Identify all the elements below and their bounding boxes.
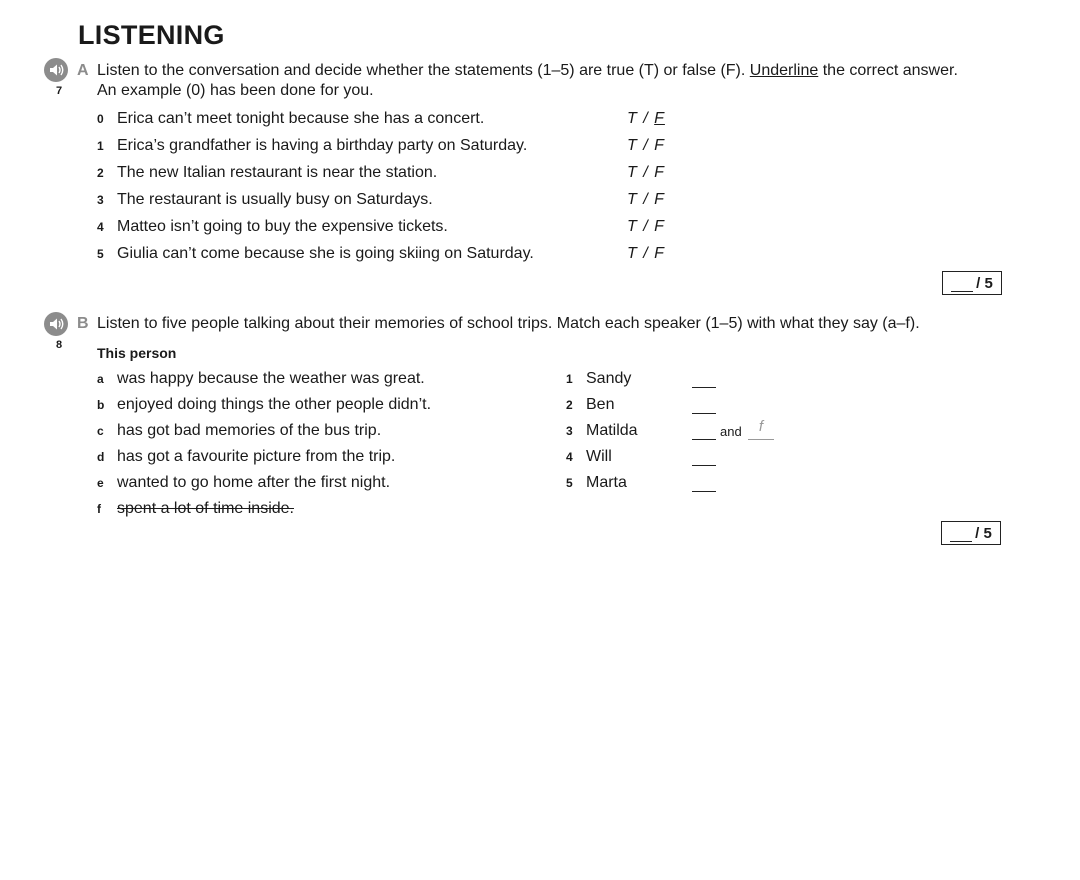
section-a-letter: A [77,62,89,79]
statement-text: The restaurant is usually busy on Saturdays. [117,191,433,208]
speaker-name: Ben [586,396,615,413]
separator: / [643,245,649,262]
speaker-icon[interactable] [44,312,68,336]
option-letter: f [97,502,101,516]
true-option[interactable]: T [627,164,638,181]
track-number-b: 8 [55,339,63,351]
speaker-name: Sandy [586,370,632,387]
section-a-instruction-line2: An example (0) has been done for you. [97,82,374,99]
track-number-a: 7 [55,85,63,97]
speaker-number: 3 [566,424,573,438]
statement-row [97,137,527,155]
instruction-text: Listen to the conversation and decide whether the statements (1–5) are true (T) or false (F). [97,62,746,79]
speaker-number: 2 [566,398,573,412]
separator: / [643,164,649,181]
section-a-score-box[interactable] [942,271,1002,295]
instruction-underline-word: Underline [749,62,819,79]
answer-blank[interactable] [692,386,716,388]
statement-row [97,110,484,128]
false-option[interactable]: F [654,218,665,235]
true-option[interactable]: T [627,218,638,235]
false-option[interactable]: F [654,245,665,262]
option-item-crossed-out [97,500,294,518]
option-text: wanted to go home after the first night. [117,474,391,491]
true-false-choice[interactable] [627,137,665,155]
answer-blank[interactable] [692,490,716,492]
speaker-number: 1 [566,372,573,386]
statement-number: 3 [97,193,104,207]
statement-row [97,191,433,209]
true-false-choice[interactable] [627,164,665,182]
example-answer-line [748,438,774,440]
option-text: was happy because the weather was great. [117,370,425,387]
statement-text: Erica’s grandfather is having a birthday party on Saturday. [117,137,528,154]
score-total: / 5 [975,525,992,542]
false-option[interactable]: F [654,110,665,127]
section-b-score-box[interactable] [941,521,1001,545]
answer-blank[interactable] [692,438,716,440]
speaker-item [566,370,631,388]
option-letter: d [97,450,105,464]
speaker-icon[interactable] [44,58,68,82]
instruction-text-end: the correct answer. [822,62,958,79]
section-b-letter: B [77,315,89,332]
true-option[interactable]: T [627,191,638,208]
score-blank[interactable] [951,277,973,292]
statement-number: 5 [97,247,104,261]
true-false-choice[interactable] [627,110,665,128]
answer-blank[interactable] [692,412,716,414]
true-false-choice[interactable] [627,245,665,263]
speaker-name: Will [586,448,612,465]
section-b-instruction: Listen to five people talking about their memories of school trips. Match each speaker (1–5) with what they say (a–f). [97,315,920,332]
speaker-item [566,396,614,414]
option-item [97,396,431,414]
example-answer: f [758,418,764,435]
option-letter: a [97,372,104,386]
true-option[interactable]: T [627,245,638,262]
option-item [97,370,425,388]
page-title: LISTENING [78,20,225,50]
statement-text: The new Italian restaurant is near the station. [117,164,438,181]
speaker-number: 5 [566,476,573,490]
statement-text: Erica can’t meet tonight because she has a concert. [117,110,485,127]
statement-row [97,164,437,182]
section-b-subheading: This person [97,345,177,361]
separator: / [643,191,649,208]
score-blank[interactable] [950,527,972,542]
true-option[interactable]: T [627,137,638,154]
option-letter: e [97,476,104,490]
false-option[interactable]: F [654,191,665,208]
option-text: has got bad memories of the bus trip. [117,422,382,439]
option-text: has got a favourite picture from the trip. [117,448,396,465]
true-false-choice[interactable] [627,191,665,209]
section-a-instruction [97,62,958,80]
option-letter: c [97,424,104,438]
option-letter: b [97,398,105,412]
statement-number: 2 [97,166,104,180]
false-option[interactable]: F [654,164,665,181]
speaker-item [566,422,638,440]
statement-text: Matteo isn’t going to buy the expensive tickets. [117,218,448,235]
false-option[interactable]: F [654,137,665,154]
option-item [97,448,395,466]
separator: / [643,110,649,127]
statement-number: 4 [97,220,104,234]
and-label: and [720,424,742,439]
true-false-choice[interactable] [627,218,665,236]
speaker-item [566,448,612,466]
answer-blank[interactable] [692,464,716,466]
speaker-number: 4 [566,450,573,464]
statement-number: 1 [97,139,104,153]
statement-row [97,245,534,263]
speaker-name: Matilda [586,422,638,439]
statement-row [97,218,448,236]
option-item [97,474,390,492]
statement-text: Giulia can’t come because she is going skiing on Saturday. [117,245,534,262]
option-item [97,422,381,440]
true-option[interactable]: T [627,110,638,127]
score-total: / 5 [976,275,993,292]
option-text: enjoyed doing things the other people didn’t. [117,396,432,413]
statement-number: 0 [97,112,104,126]
option-text: spent a lot of time inside. [117,500,294,517]
speaker-name: Marta [586,474,627,491]
separator: / [643,218,649,235]
speaker-item [566,474,627,492]
separator: / [643,137,649,154]
